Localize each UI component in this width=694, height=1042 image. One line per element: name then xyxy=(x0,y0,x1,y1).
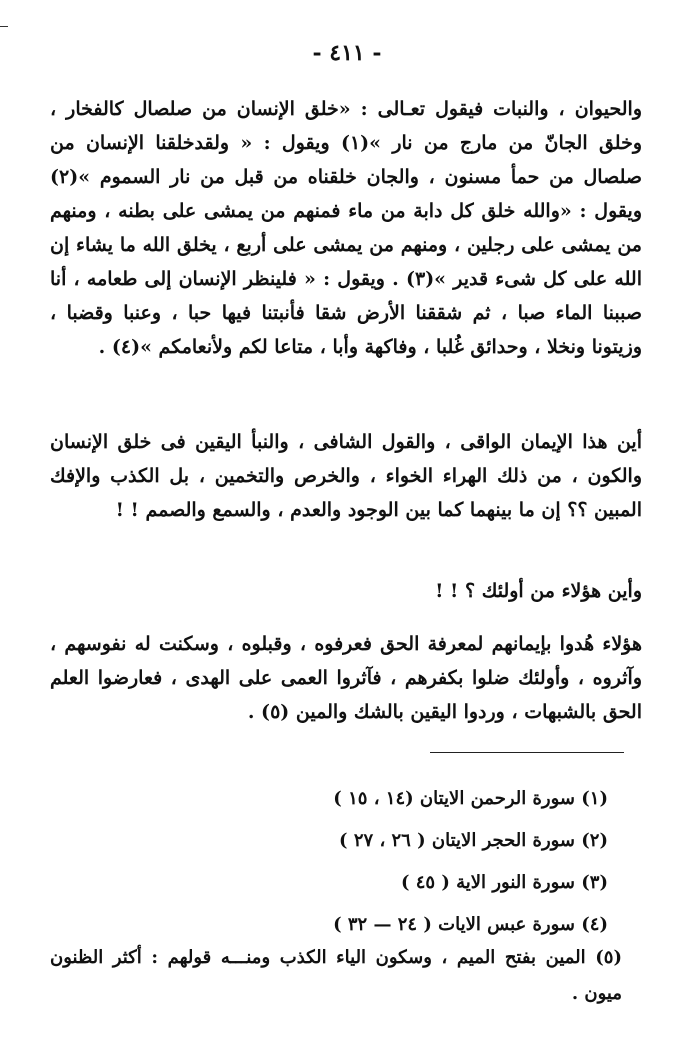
footnote-3: (٣) سورة النور الاية ( ٤٥ ) xyxy=(400,872,608,893)
footnote-4: (٤) سورة عبس الايات ( ٢٤ — ٣٢ ) xyxy=(333,914,608,935)
body-paragraph-2 xyxy=(50,425,642,527)
page-number: - ٤١١ - xyxy=(312,40,382,66)
paragraph-text: والحيوان ، والنبات فيقول تعـالى : «خلق الإنسان من صلصال كالفخار ، وخلق الجانّ من مارج من نار »(١) ويقول : « ولقدخلقنا الإنسان من صلصال من حمأ مسنون ، والجان خلقناه من قبل من نار السموم »(٢) ويقول : «والله خلق كل دابة من ماء فمنهم من يمشى على بطنه ، ومنهم من يمشى على رجلين ، ومنهم من يمشى على أربع ، يخلق الله ما يشاء إن الله على كل شىء قدير »(٣) . ويقول : « فلينظر الإنسان إلى طعامه ، أنا صببنا الماء صبا ، ثم شققنا الأرض شقا فأنبتنا فيها حبا ، وعنبا وقضبا ، وزيتونا ونخلا ، وحدائق غُلبا ، وفاكهة وأبا ، متاعا لكم ولأنعامكم »(٤) . xyxy=(50,98,642,358)
scan-mark xyxy=(0,26,8,27)
footnote-divider xyxy=(430,752,624,753)
paragraph-text: وأين هؤلاء من أولئك ؟ ! ! xyxy=(435,580,642,602)
paragraph-text: أين هذا الإيمان الواقى ، والقول الشافى ، والنبأ اليقين فى خلق الإنسان والكون ، من ذلك الهراء الخواء ، والخرص والتخمين ، بل الكذب والإفك المبين ؟؟ إن ما بينهما كما بين الوجود والعدم ، والسمع والصمم ! ! xyxy=(50,431,642,521)
footnotes-list xyxy=(50,778,608,946)
footnote-1: (١) سورة الرحمن الايتان (١٤ ، ١٥ ) xyxy=(333,788,608,809)
body-paragraph-3 xyxy=(50,574,642,608)
footnote-5: (٥) المين بفتح الميم ، وسكون الياء الكذب ومنـــه قولهم : أكثر الظنون ميون . xyxy=(50,947,622,1004)
paragraph-text: هؤلاء هُدوا بإيمانهم لمعرفة الحق فعرفوه ، وقبلوه ، وسكنت له نفوسهم ، وآثروه ، وأولئك ضلوا بكفرهم ، فآثروا العمى على الهدى ، فعارضوا العلم الحق بالشبهات ، وردوا اليقين بالشك والمين (٥) . xyxy=(50,633,642,723)
body-paragraph-4 xyxy=(50,627,642,729)
footnote-2: (٢) سورة الحجر الايتان ( ٢٦ ، ٢٧ ) xyxy=(339,830,608,851)
body-paragraph-1 xyxy=(50,92,642,364)
